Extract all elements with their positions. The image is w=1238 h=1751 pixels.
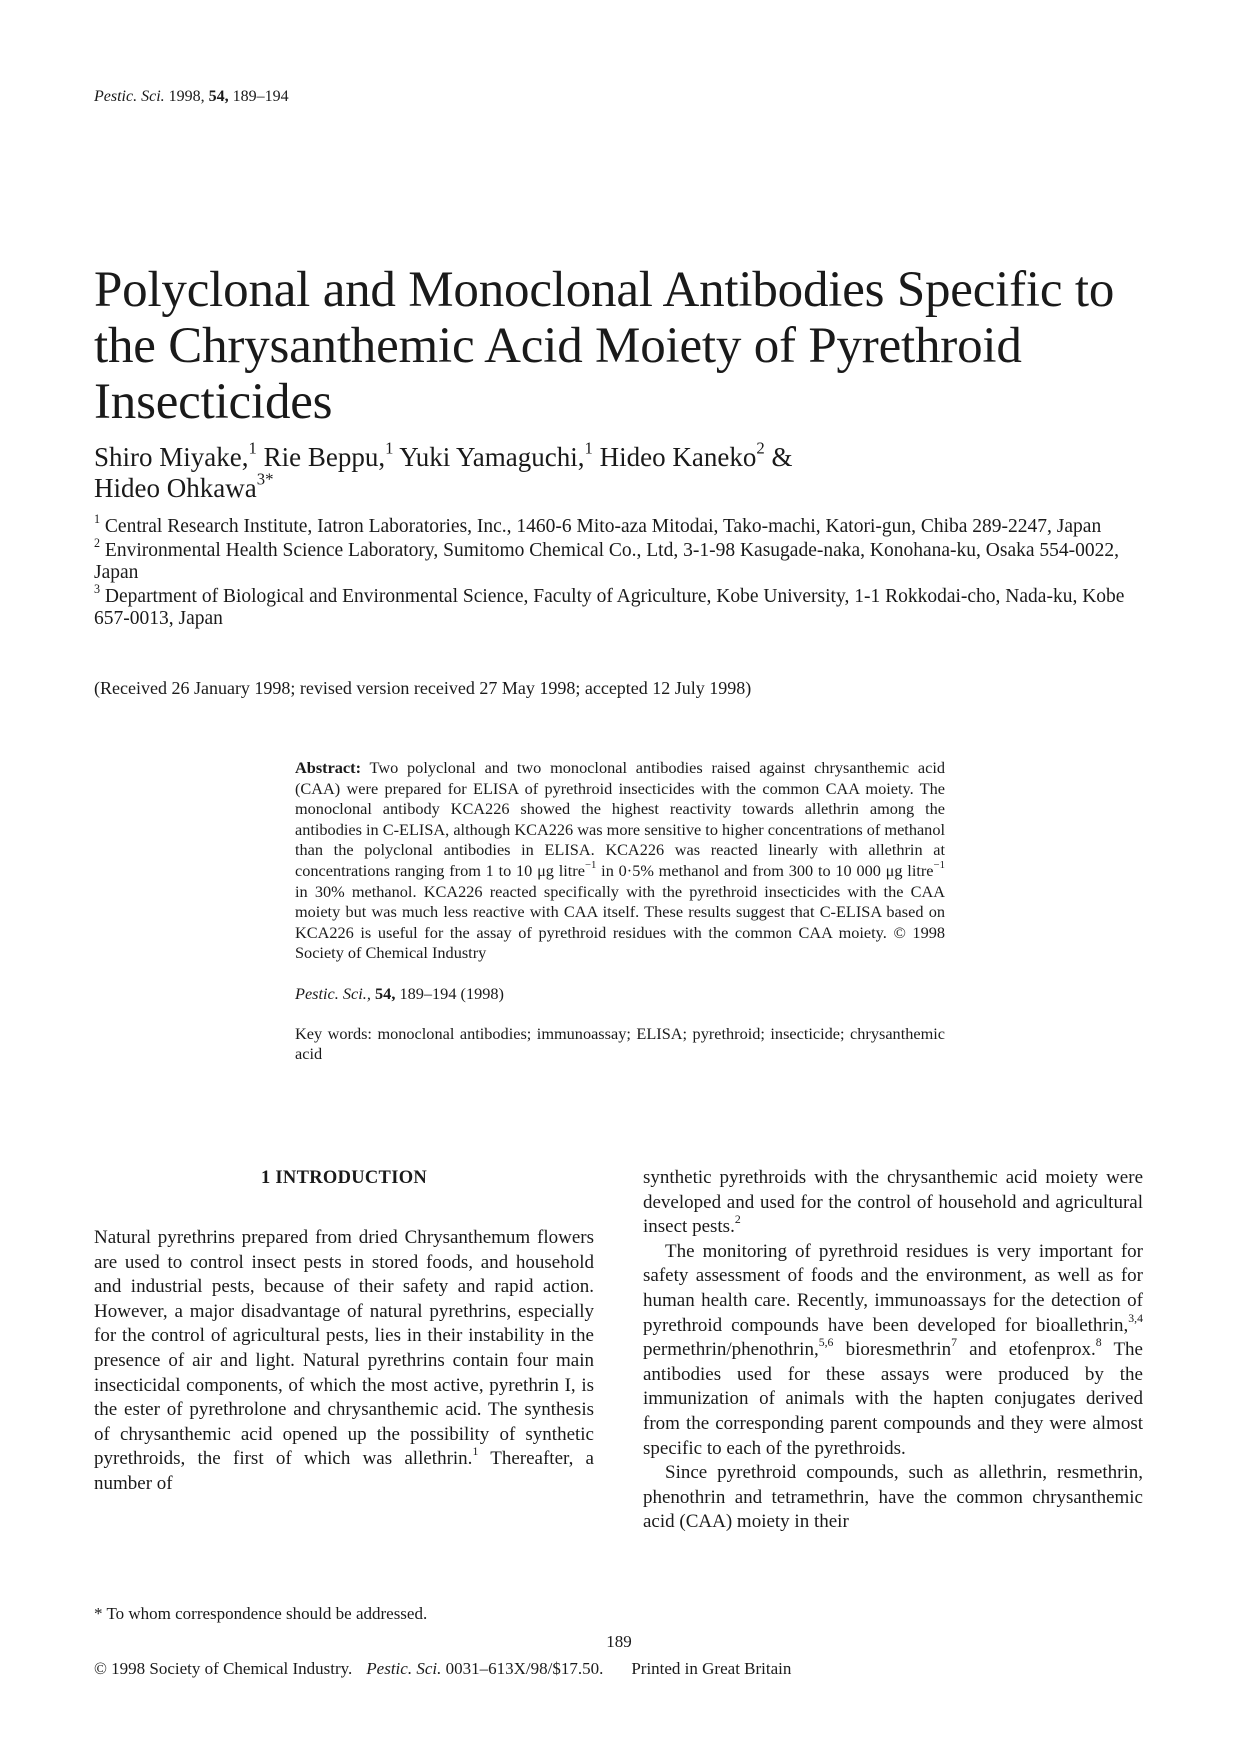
reference-mark: 5,6 <box>818 1336 834 1350</box>
reference-mark: 7 <box>951 1336 957 1350</box>
affiliation-list <box>94 511 1154 632</box>
paragraph: Since pyrethroid compounds, such as allethrin, resmethrin, phenothrin and tetramethrin, have the common chrysanthemic acid (CAA) moiety in their <box>643 1462 1143 1533</box>
paragraph-text-continued: synthetic pyrethroids with the chrysanthemic acid moiety were developed and used for the control of household and agricultural insect pests. <box>643 1167 1143 1238</box>
affiliation-item <box>94 581 1154 630</box>
reference-mark: 1 <box>472 1445 479 1459</box>
paragraph <box>643 1240 1143 1461</box>
author-ampersand: & <box>771 442 793 472</box>
journal-name: Pestic. Sci. <box>94 88 165 105</box>
author-name: Yuki Yamaguchi, <box>399 442 585 472</box>
author-affiliation-mark: 3* <box>256 469 274 489</box>
unit-exponent: −1 <box>933 858 945 871</box>
footer-printed: Printed in Great Britain <box>631 1659 792 1678</box>
abstract-text-part: Two polyclonal and two monoclonal antibodies raised against chrysanthemic acid (CAA) were prepared for ELISA of pyrethroid insecticides with the common CAA moiety. The monoclonal antibody KCA226 showed the highest reactivity towards allethrin among the antibodies in C-ELISA, although KCA226 was more sensitive to higher concentrations of methanol than the polyclonal antibodies in ELISA. KCA226 was reacted linearly with allethrin at concentrations ranging from 1 to 10 μg litre <box>295 758 945 880</box>
paragraph-text: Thereafter, a number of <box>94 1448 594 1494</box>
footer-copyright: © 1998 Society of Chemical Industry. <box>94 1659 353 1678</box>
affiliation-text: Central Research Institute, Iatron Laboratories, Inc., 1460-6 Mito-aza Mitodai, Tako-machi, Katori-gun, Chiba 289-2247, Japan <box>104 516 1102 537</box>
author-name: Rie Beppu, <box>263 442 386 472</box>
citation-pages: 189–194 (1998) <box>399 983 504 1003</box>
citation-journal: Pestic. Sci., <box>295 983 371 1003</box>
paragraph-text: and etofenprox. <box>957 1339 1096 1361</box>
affiliation-item <box>94 535 1154 584</box>
paragraph <box>94 1226 594 1497</box>
reference-mark: 3,4 <box>1128 1311 1143 1325</box>
reference-mark: 2 <box>734 1213 741 1227</box>
affiliation-number: 1 <box>94 511 101 526</box>
keywords: Key words: monoclonal antibodies; immunoassay; ELISA; pyrethroid; insecticide; chrysanthemic acid <box>295 1023 945 1064</box>
footer-journal: Pestic. Sci. <box>366 1659 442 1678</box>
affiliation-text: Department of Biological and Environmental Science, Faculty of Agriculture, Kobe University, 1-1 Rokkodai-cho, Nada-ku, Kobe 657-0013, Japan <box>94 586 1125 629</box>
page-title: Polyclonal and Monoclonal Antibodies Specific to the Chrysanthemic Acid Moiety of Pyrethroid Insecticides <box>94 262 1115 430</box>
abstract-text-part: in 0·5% methanol and from 300 to 10 000 μg litre <box>596 860 934 880</box>
footer-journal-issn <box>366 1659 617 1678</box>
paragraph-text: Natural pyrethrins prepared from dried Chrysanthemum flowers are used to control insect pests in stored foods, and household and industrial pests, because of their safety and rapid action. However, a major disadvantage of natural pyrethrins, especially for the control of agricultural pests, lies in their instability in the presence of air and light. Natural pyrethrins contain four main insecticidal components, of which the most active, pyrethrin I, is the ester of pyrethrolone and chrysanthemic acid. The synthesis of chrysanthemic acid opened up the possibility of synthetic pyrethroids, the first of which was allethrin. <box>94 1227 594 1470</box>
paragraph-text: bioresmethrin <box>833 1339 952 1361</box>
journal-pages: 189–194 <box>232 88 289 105</box>
section-heading-introduction: 1 INTRODUCTION <box>260 1168 428 1188</box>
author-name: Shiro Miyake, <box>94 442 249 472</box>
journal-year: 1998, <box>168 88 205 105</box>
body-column-right <box>643 1166 1143 1535</box>
received-dates: (Received 26 January 1998; revised version received 27 May 1998; accepted 12 July 1998) <box>94 678 752 698</box>
reference-mark: 8 <box>1095 1336 1102 1350</box>
abstract-citation <box>295 984 945 1005</box>
paragraph-text: The monitoring of pyrethroid residues is very important for safety assessment of foods and the environment, as well as for human health care. Recently, immunoassays for the detection of pyrethroid compounds have been developed for bioallethrin, <box>643 1240 1143 1336</box>
abstract-block <box>295 758 945 1065</box>
author-affiliation-mark: 1 <box>248 438 257 458</box>
affiliation-number: 3 <box>94 581 101 596</box>
affiliation-number: 2 <box>94 535 101 550</box>
citation-volume: 54, <box>375 983 396 1003</box>
author-name: Hideo Ohkawa <box>94 473 257 503</box>
unit-exponent: −1 <box>584 858 597 871</box>
paragraph-text: permethrin/phenothrin, <box>643 1339 819 1361</box>
abstract-text <box>295 758 945 964</box>
body-column-left <box>94 1226 594 1497</box>
author-affiliation-mark: 2 <box>756 438 765 458</box>
abstract-text-part: in 30% methanol. KCA226 reacted specifically with the pyrethroid insecticides with the CAA moiety but was much less reactive with CAA itself. These results suggest that C-ELISA based on KCA226 is useful for the assay of pyrethroid residues with the common CAA moiety. © 1998 Society of Chemical Industry <box>295 881 945 963</box>
abstract-label: Abstract: <box>295 758 362 777</box>
author-affiliation-mark: 1 <box>584 438 593 458</box>
correspondence-footnote: * To whom correspondence should be addressed. <box>94 1604 428 1623</box>
journal-reference <box>94 88 289 106</box>
page-number: 189 <box>606 1632 632 1651</box>
author-list <box>94 438 1154 504</box>
footer-issn: 0031–613X/98/$17.50. <box>445 1659 604 1678</box>
page-footer <box>94 1659 805 1679</box>
author-affiliation-mark: 1 <box>385 438 394 458</box>
journal-volume: 54, <box>208 88 229 105</box>
author-name: Hideo Kaneko <box>599 442 757 472</box>
affiliation-item <box>94 511 1154 538</box>
paragraph-continued <box>643 1166 1143 1240</box>
paragraph-text: The antibodies used for these assays were produced by the immunization of animals with the hapten conjugates derived from the corresponding parent compounds and they were almost specific to each of the pyrethroids. <box>643 1339 1143 1459</box>
affiliation-text: Environmental Health Science Laboratory, Sumitomo Chemical Co., Ltd, 3-1-98 Kasugade-naka, Konohana-ku, Osaka 554-0022, Japan <box>94 540 1120 583</box>
